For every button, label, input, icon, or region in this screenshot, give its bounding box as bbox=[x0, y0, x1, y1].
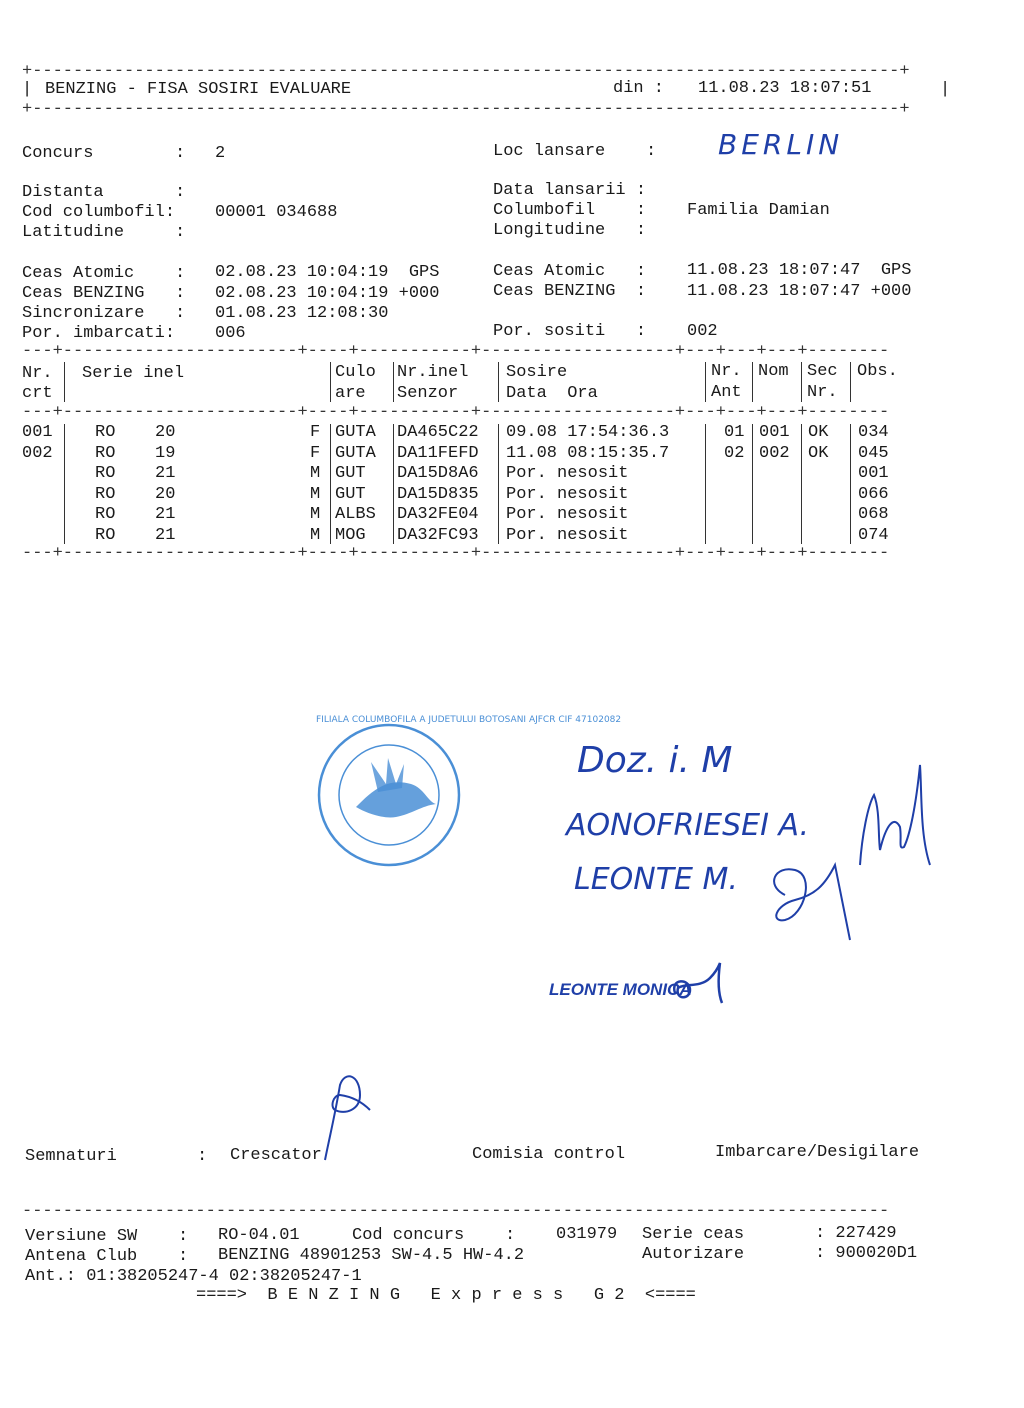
cell-obs: 045 bbox=[858, 443, 889, 463]
cell-tara: RO bbox=[95, 443, 116, 463]
columbofil-value: Familia Damian bbox=[687, 201, 830, 220]
cell-culoare: GUTA bbox=[335, 423, 376, 442]
th-senzor: Senzor bbox=[397, 384, 459, 403]
semnaturi-label: Semnaturi bbox=[25, 1147, 117, 1166]
name-stamp: LEONTE MONICA bbox=[549, 980, 692, 999]
header-title: BENZING - FISA SOSIRI EVALUARE bbox=[45, 80, 352, 99]
ceas-benzing-value-left: 02.08.23 10:04:19 +000 bbox=[215, 284, 440, 303]
header-bottom-rule: +-------------------------------------------------------------------------------------+ bbox=[22, 100, 910, 119]
th-crt: crt bbox=[22, 384, 53, 403]
th-nr: Nr. bbox=[22, 364, 53, 383]
distanta-label: Distanta : bbox=[22, 183, 186, 202]
ceas-atomic-value-right: 11.08.23 18:07:47 GPS bbox=[687, 261, 912, 280]
th-nom: Nom bbox=[758, 362, 789, 381]
autorizare-value: : 900020D1 bbox=[815, 1244, 918, 1263]
handwritten-line-3: LEONTE M. bbox=[574, 862, 738, 897]
ceas-benzing-label-left: Ceas BENZING : bbox=[22, 284, 186, 303]
dove-wing-icon bbox=[371, 758, 404, 792]
por-imbarcati-label: Por. imbarcati: bbox=[22, 324, 176, 343]
cod-columbofil-label: Cod columbofil: bbox=[22, 203, 176, 222]
th-sec: Sec bbox=[807, 362, 838, 381]
por-sositi-label: Por. sositi : bbox=[493, 322, 647, 341]
serie-ceas-value: : 227429 bbox=[815, 1224, 897, 1243]
cell-senzor: DA465C22 bbox=[397, 423, 479, 442]
cell-culoare: GUT bbox=[335, 484, 366, 504]
cell-culoare: GUT bbox=[335, 464, 366, 483]
header-top-rule: +-------------------------------------------------------------------------------------+ bbox=[22, 62, 910, 81]
th-nr-ant: Nr. bbox=[711, 362, 742, 381]
autorizare-label: Autorizare bbox=[642, 1245, 745, 1264]
cell-tara: RO bbox=[95, 423, 116, 442]
signature-1 bbox=[850, 755, 940, 875]
ceas-atomic-label-right: Ceas Atomic : bbox=[493, 262, 647, 281]
table-top-rule: ---+-----------------------+----+-----------+-------------------+---+---+---+-------- bbox=[22, 342, 890, 361]
th-sosire: Sosire bbox=[506, 363, 568, 382]
cell-ant: 01 bbox=[724, 423, 745, 442]
cell-sex: F bbox=[310, 423, 321, 442]
header-bar-right: | bbox=[940, 80, 951, 99]
cell-obs: 001 bbox=[858, 464, 889, 483]
cell-sosire: Por. nesosit bbox=[506, 525, 629, 545]
cell-an: 20 bbox=[155, 484, 176, 504]
cod-columbofil-value: 00001 034688 bbox=[215, 203, 338, 222]
th-serie: Serie inel bbox=[82, 364, 185, 383]
th-ant: Ant bbox=[711, 383, 742, 402]
cell-obs: 068 bbox=[858, 505, 889, 524]
cell-senzor: DA15D835 bbox=[397, 484, 479, 504]
cell-sex: F bbox=[310, 443, 321, 463]
antena-label: Antena Club : bbox=[25, 1247, 189, 1266]
ceas-atomic-label-left: Ceas Atomic : bbox=[22, 264, 186, 283]
cell-obs: 034 bbox=[858, 423, 889, 442]
cell-ant: 02 bbox=[724, 443, 745, 463]
sincronizare-label: Sincronizare : bbox=[22, 304, 186, 323]
columbofil-label: Columbofil : bbox=[493, 201, 647, 220]
cell-an: 19 bbox=[155, 443, 176, 463]
stamp-signature bbox=[670, 958, 730, 1008]
loc-label: Loc lansare : bbox=[493, 142, 657, 161]
cell-sosire: 11.08 08:15:35.7 bbox=[506, 443, 670, 463]
imbarcare-label: Imbarcare/Desigilare bbox=[715, 1143, 920, 1162]
header-bar-left: | bbox=[22, 80, 33, 99]
cell-culoare: MOG bbox=[335, 525, 366, 545]
cod-concurs-label: Cod concurs : bbox=[352, 1226, 516, 1245]
versiune-label: Versiune SW : bbox=[25, 1227, 189, 1246]
club-seal bbox=[316, 715, 622, 868]
cod-concurs-value: 031979 bbox=[556, 1225, 618, 1244]
header-din-label: din : bbox=[613, 79, 665, 98]
por-imbarcati-value: 006 bbox=[215, 324, 246, 343]
cell-an: 20 bbox=[155, 423, 176, 442]
header-din-value: 11.08.23 18:07:51 bbox=[698, 79, 872, 98]
versiune-value: RO-04.01 bbox=[218, 1226, 300, 1245]
por-sositi-value: 002 bbox=[687, 322, 718, 341]
cell-senzor: DA32FE04 bbox=[397, 505, 479, 524]
cell-sex: M bbox=[310, 525, 321, 545]
cell-an: 21 bbox=[155, 525, 176, 545]
latitudine-label: Latitudine : bbox=[22, 223, 186, 242]
table-header-rule: ---+-----------------------+----+-----------+-------------------+---+---+---+-------- bbox=[22, 403, 890, 422]
cell-tara: RO bbox=[95, 505, 116, 524]
data-lansarii-label: Data lansarii : bbox=[493, 181, 647, 200]
cell-sosire: Por. nesosit bbox=[506, 505, 629, 524]
cell-sosire: Por. nesosit bbox=[506, 464, 629, 483]
table-bottom-rule: ---+-----------------------+----+-----------+-------------------+---+---+---+-------- bbox=[22, 544, 890, 563]
semnaturi-colon: : bbox=[197, 1147, 208, 1166]
cell-senzor: DA32FC93 bbox=[397, 525, 479, 545]
cell-obs: 074 bbox=[858, 525, 889, 545]
cell-nom: 002 bbox=[759, 443, 790, 463]
cell-sosire: Por. nesosit bbox=[506, 484, 629, 504]
sincronizare-value: 01.08.23 12:08:30 bbox=[215, 304, 389, 323]
cell-culoare: ALBS bbox=[335, 505, 376, 524]
handwritten-line-1: Doz. i. M bbox=[577, 740, 733, 781]
cell-crt: 002 bbox=[22, 443, 53, 463]
cell-sosire: 09.08 17:54:36.3 bbox=[506, 423, 670, 442]
cell-culoare: GUTA bbox=[335, 443, 376, 463]
cell-sex: M bbox=[310, 505, 321, 524]
cell-obs: 066 bbox=[858, 484, 889, 504]
th-nrinel: Nr.inel bbox=[397, 363, 469, 382]
th-sec-nr: Nr. bbox=[807, 383, 838, 402]
ceas-atomic-value-left: 02.08.23 10:04:19 GPS bbox=[215, 263, 440, 282]
th-are: are bbox=[335, 384, 366, 403]
cell-sec: OK bbox=[808, 423, 829, 442]
cell-senzor: DA15D8A6 bbox=[397, 464, 479, 483]
th-culo: Culo bbox=[335, 363, 376, 382]
cell-sex: M bbox=[310, 464, 321, 483]
th-data-ora: Data Ora bbox=[506, 384, 598, 403]
cell-sex: M bbox=[310, 484, 321, 504]
cell-sec: OK bbox=[808, 443, 829, 463]
signature-2 bbox=[765, 845, 860, 945]
cell-senzor: DA11FEFD bbox=[397, 443, 479, 463]
cell-nom: 001 bbox=[759, 423, 790, 442]
cell-tara: RO bbox=[95, 525, 116, 545]
ceas-benzing-value-right: 11.08.23 18:07:47 +000 bbox=[687, 282, 912, 301]
ceas-benzing-label-right: Ceas BENZING : bbox=[493, 282, 647, 301]
footer-rule: ------------------------------------------------------------------------------------- bbox=[22, 1202, 890, 1221]
seal-text: FILIALA COLUMBOFILA A JUDETULUI BOTOSANI AJFCR CIF 47102082 bbox=[316, 715, 622, 725]
cell-crt: 001 bbox=[22, 423, 53, 442]
cell-tara: RO bbox=[95, 464, 116, 483]
th-obs: Obs. bbox=[857, 362, 898, 381]
antena-value: BENZING 48901253 SW-4.5 HW-4.2 bbox=[218, 1246, 525, 1265]
crescator-label: Crescator bbox=[230, 1146, 322, 1165]
loc-value-handwritten: BERLIN bbox=[718, 128, 844, 161]
handwritten-line-2: AONOFRIESEI A. bbox=[566, 808, 810, 843]
comisia-label: Comisia control bbox=[472, 1145, 626, 1164]
longitudine-label: Longitudine : bbox=[493, 221, 647, 240]
serie-ceas-label: Serie ceas bbox=[642, 1225, 745, 1244]
concurs-value: 2 bbox=[215, 144, 226, 163]
cell-an: 21 bbox=[155, 464, 176, 483]
ant-line: Ant.: 01:38205247-4 02:38205247-1 bbox=[25, 1267, 362, 1286]
cell-tara: RO bbox=[95, 484, 116, 504]
cell-an: 21 bbox=[155, 505, 176, 524]
concurs-label: Concurs : bbox=[22, 144, 186, 163]
express-line: ====> B E N Z I N G E x p r e s s G 2 <==== bbox=[196, 1286, 696, 1305]
